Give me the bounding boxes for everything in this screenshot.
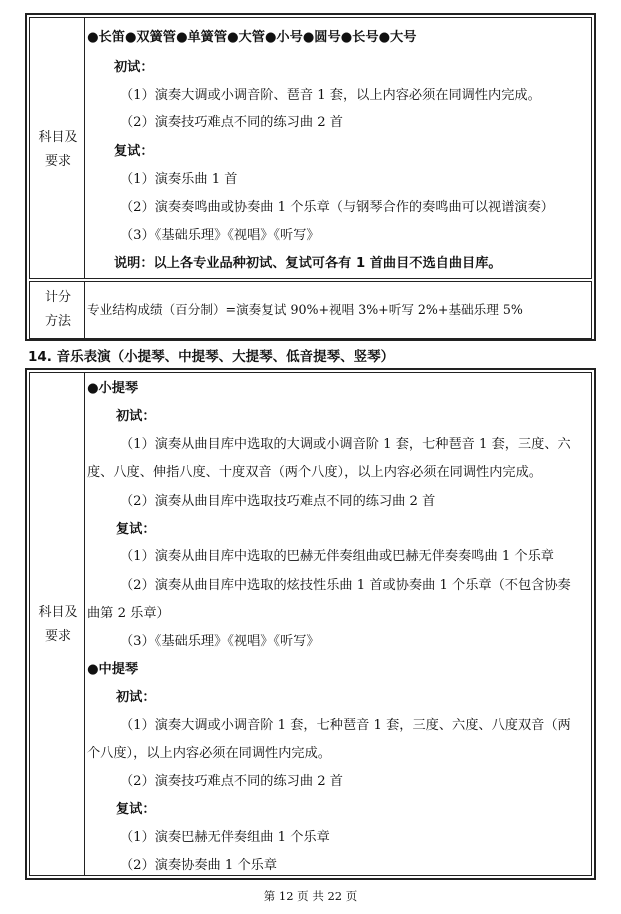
prelim-heading: 初试： xyxy=(114,60,154,75)
retest-line: 曲第 2 乐章） xyxy=(87,606,170,621)
retest-line: （2）演奏从曲目库中选取的炫技性乐曲 1 首或协奏曲 1 个乐章（不包含协奏 xyxy=(120,578,571,593)
retest-heading: 复试： xyxy=(116,802,156,817)
retest-item: （3）《基础乐理》《视唱》《听写》 xyxy=(120,228,320,243)
retest-line: （1）演奏从曲目库中选取的巴赫无伴奏组曲或巴赫无伴奏奏鸣曲 1 个乐章 xyxy=(120,549,554,564)
subject-row xyxy=(29,17,592,279)
scoring-row xyxy=(29,281,592,339)
scoring-label: 计分 方法 xyxy=(44,290,71,329)
page-footer: 第 12 页 共 22 页 xyxy=(263,889,358,903)
subject-label: 科目及 要求 xyxy=(38,605,78,644)
prelim-line: （2）演奏技巧难点不同的练习曲 2 首 xyxy=(120,774,343,789)
prelim-heading: 初试： xyxy=(116,409,156,424)
prelim-line: （2）演奏从曲目库中选取技巧难点不同的练习曲 2 首 xyxy=(120,494,436,509)
viola-heading: ●中提琴 xyxy=(87,662,139,677)
note-text: 说明：以上各专业品种初试、复试可各有 1 首曲目不选自曲目库。 xyxy=(114,256,502,271)
prelim-item: （1）演奏大调或小调音阶、琶音 1 套，以上内容必须在同调性内完成。 xyxy=(120,88,541,103)
violin-heading: ●小提琴 xyxy=(87,381,139,396)
section-title: 14. 音乐表演（小提琴、中提琴、大提琴、低音提琴、竖琴） xyxy=(28,349,395,365)
retest-heading: 复试： xyxy=(116,522,156,537)
prelim-line: 度、八度、伸指八度、十度双音（两个八度），以上内容必须在同调性内完成。 xyxy=(87,465,542,480)
prelim-line: 个八度），以上内容必须在同调性内完成。 xyxy=(87,746,331,761)
prelim-line: （1）演奏从曲目库中选取的大调或小调音阶 1 套，七种琶音 1 套，三度、六 xyxy=(120,437,571,452)
requirements-table-strings xyxy=(25,368,596,880)
prelim-line: （1）演奏大调或小调音阶 1 套，七种琶音 1 套，三度、六度、八度双音（两 xyxy=(120,718,571,733)
retest-heading: 复试： xyxy=(114,144,154,159)
retest-line: （1）演奏巴赫无伴奏组曲 1 个乐章 xyxy=(120,830,330,845)
scoring-formula: 专业结构成绩（百分制）=演奏复试 90%+视唱 3%+听写 2%+基础乐理 5% xyxy=(87,302,523,317)
retest-line: （3）《基础乐理》《视唱》《听写》 xyxy=(120,634,320,649)
prelim-item: （2）演奏技巧难点不同的练习曲 2 首 xyxy=(120,115,343,130)
instrument-list: ●长笛●双簧管●单簧管●大管●小号●圆号●长号●大号 xyxy=(87,30,417,45)
retest-item: （1）演奏乐曲 1 首 xyxy=(120,172,238,187)
subject-label: 科目及 要求 xyxy=(38,130,78,169)
retest-line: （2）演奏协奏曲 1 个乐章 xyxy=(120,858,278,873)
retest-item: （2）演奏奏鸣曲或协奏曲 1 个乐章（与钢琴合作的奏鸣曲可以视谱演奏） xyxy=(120,200,554,215)
prelim-heading: 初试： xyxy=(116,690,156,705)
subject-row xyxy=(29,372,592,876)
requirements-table-winds xyxy=(25,13,596,341)
